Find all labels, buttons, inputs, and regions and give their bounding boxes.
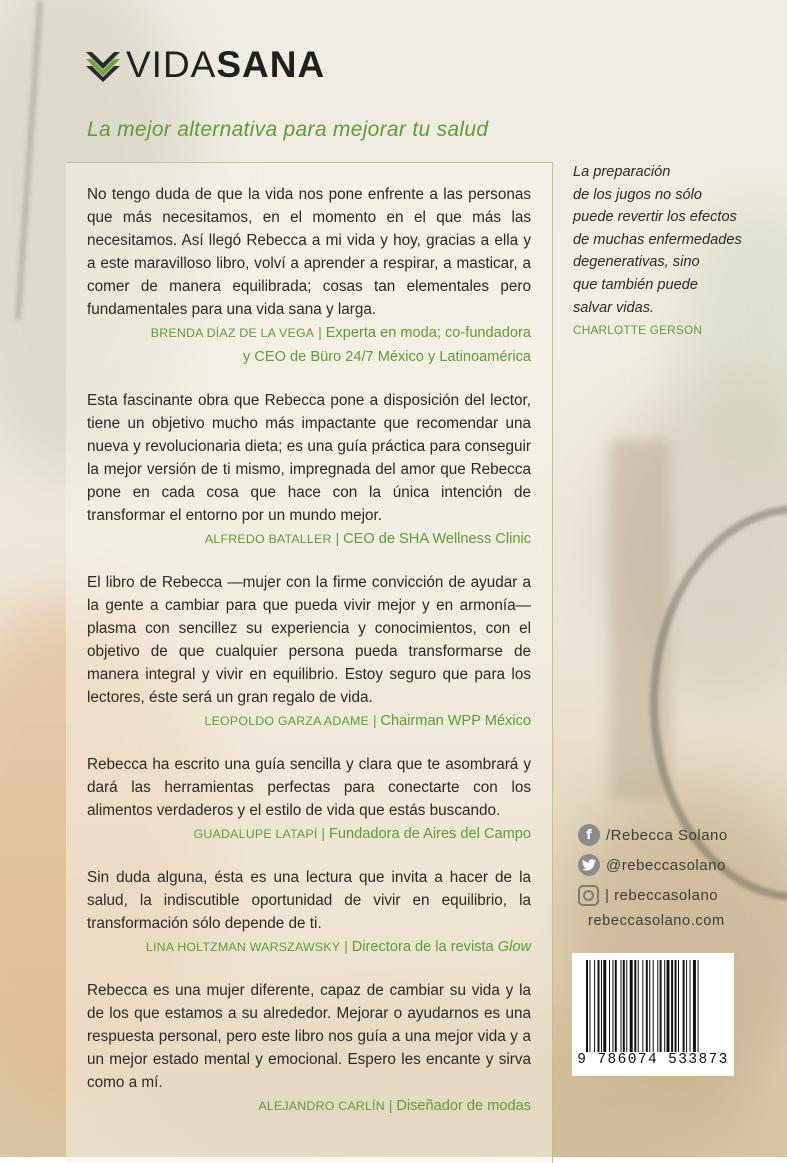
reviews-list — [87, 183, 531, 1138]
review-text: Sin duda alguna, ésta es una lectura que invita a hacer de la salud, la indiscutible oportunidad de vivir en equilibrio, la transformación sólo depende de ti. — [87, 869, 531, 932]
quote-line: degenerativas, sino — [573, 254, 700, 271]
instagram-link[interactable]: | rebeccasolano — [578, 880, 758, 910]
review-attribution: ALFREDO BATALLER | CEO de SHA Wellness Clinic — [204, 531, 531, 547]
review-attribution: LINA HOLTZMAN WARSZAWSKY | Directora de la revista Glow — [145, 939, 531, 955]
review — [87, 753, 531, 846]
facebook-link[interactable]: f /Rebecca Solano — [578, 820, 758, 850]
review-text: Rebecca ha escrito una guía sencilla y clara que te asombrará y dará las herramientas perfectas para conectarte con los alimentos verdaderos y el estilo de vida que estás buscando. — [87, 756, 531, 819]
review — [87, 183, 531, 369]
barcode-bars — [586, 960, 734, 1052]
review-text: Rebecca es una mujer diferente, capaz de cambiar su vida y la de los que estamos a su alrededor. Mejorar o ayudarnos es una respuesta personal, pero este libro nos guía a una mejor vida y a un mejor estado mental y emocional. Espero les encante y sirva como a mí. — [87, 982, 531, 1091]
quote-line: de los jugos no sólo — [573, 186, 702, 203]
side-quote — [573, 161, 773, 337]
quote-line: de muchas enfermedades — [573, 231, 742, 248]
review — [87, 979, 531, 1118]
social-links — [578, 820, 758, 910]
twitter-icon — [578, 854, 600, 876]
review-attribution: GUADALUPE LATAPÍ | Fundadora de Aires del Campo — [193, 826, 531, 842]
twitter-link[interactable]: @rebeccasolano — [578, 850, 758, 880]
facebook-icon: f — [578, 824, 600, 846]
review-text: No tengo duda de que la vida nos pone enfrente a las personas que más necesitamos, en el momento en el que más las necesitamos. Así llegó Rebecca a mi vida y hoy, gracias a ella y a este maravilloso libro, volví a aprender a respirar, a masticar, a comer de manera equilibrada; cosas tan elementales pero fundamentales para una vida sana y larga. — [87, 186, 531, 318]
review — [87, 571, 531, 733]
quote-author: CHARLOTTE GERSON — [573, 323, 703, 338]
brand-name: VIDASANA — [126, 44, 326, 85]
quote-line: salvar vidas. — [573, 299, 655, 316]
review-attribution: ALEJANDRO CARLÍN | Diseñador de modas — [258, 1098, 531, 1114]
quote-line: que también puede — [573, 276, 698, 293]
isbn-barcode — [572, 953, 734, 1076]
website-link[interactable]: rebeccasolano.com — [588, 913, 725, 929]
review-attribution: LEOPOLDO GARZA ADAME | Chairman WPP México — [204, 713, 531, 729]
tagline: La mejor alternativa para mejorar tu salud — [87, 118, 489, 141]
review — [87, 866, 531, 959]
review — [87, 389, 531, 551]
isbn-number: 9 786074 533873 — [577, 1052, 729, 1068]
vidasana-logo-icon — [86, 48, 120, 82]
instagram-icon — [578, 885, 599, 906]
review-attribution: BRENDA DÍAZ DE LA VEGA | Experta en moda; co-fundadora y CEO de Büro 24/7 México y Latinoamérica — [150, 325, 531, 365]
quote-line: puede revertir los efectos — [573, 209, 737, 226]
quote-line: La preparación — [573, 164, 671, 180]
brand-logo — [86, 44, 326, 85]
review-text: El libro de Rebecca —mujer con la firme convicción de ayudar a la gente a cambiar para que pueda vivir mejor y en armonía— plasma con sencillez su experiencia y conocimientos, con el objetivo de que cualquier persona pueda transformarse de manera integral y vivir en equilibrio. Estoy seguro que para los lectores, éste será un gran regalo de vida. — [87, 574, 531, 706]
review-text: Esta fascinante obra que Rebecca pone a disposición del lector, tiene un objetivo mucho más impactante que recomendar una nueva y revolucionaria dieta; es una guía práctica para conseguir la mejor versión de ti mismo, impregnada del amor que Rebecca pone en cada cosa que hace con la única intención de transformar el entorno por un mundo mejor. — [87, 392, 531, 524]
